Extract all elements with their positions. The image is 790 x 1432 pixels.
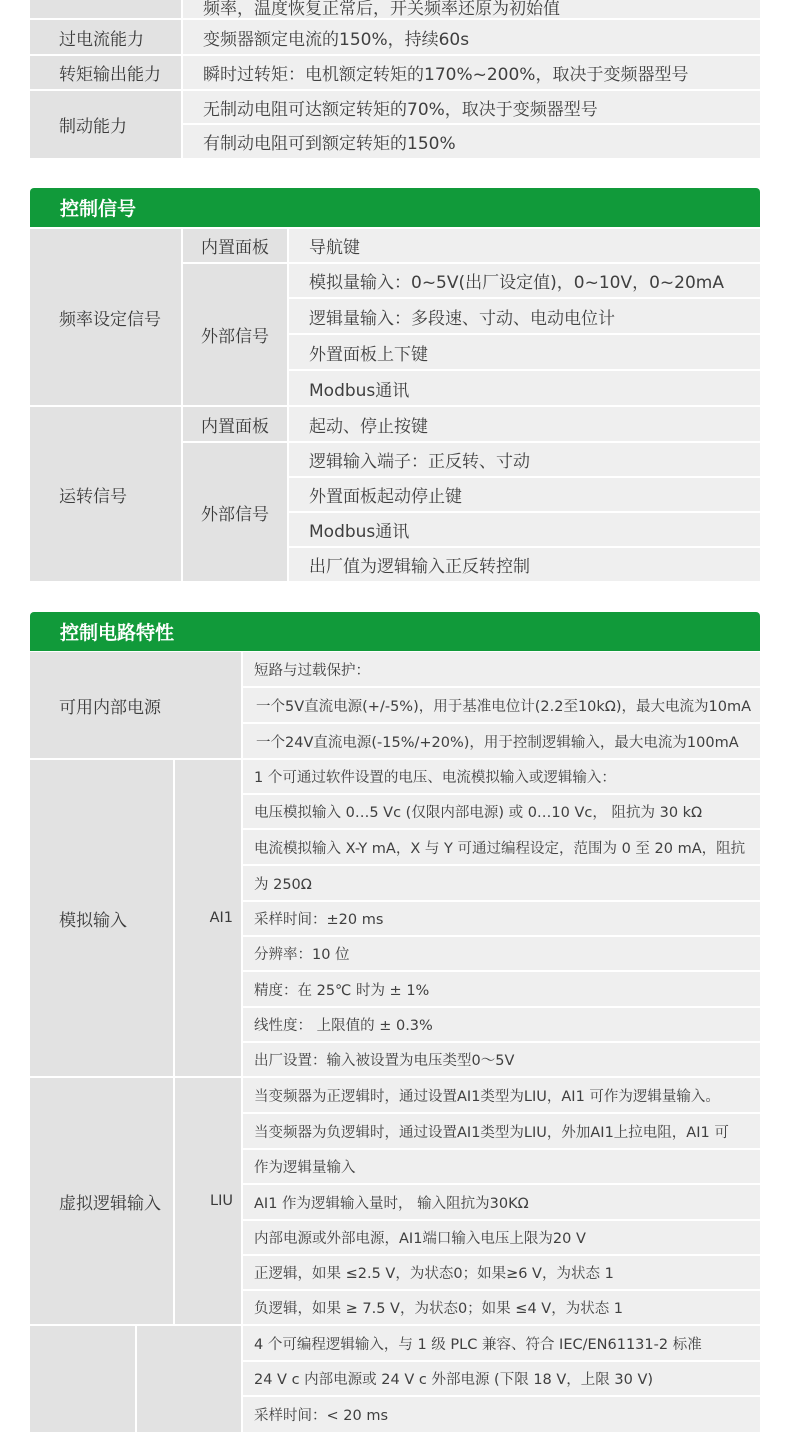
cell-braking-2: 有制动电阻可到额定转矩的150%	[183, 125, 760, 158]
sub-label-internal-panel: 内置面板	[183, 229, 287, 262]
cell-external-panel-keys: 外置面板上下键	[289, 335, 760, 369]
cell-modbus-run: Modbus通讯	[289, 513, 760, 546]
section-header-control-circuit: 控制电路特性	[30, 612, 760, 651]
group-label-frequency: 频率设定信号	[30, 229, 181, 405]
cell-virtual-3: AI1 作为逻辑输入量时， 输入阻抗为30KΩ	[243, 1185, 760, 1219]
cell-external-panel-start-stop: 外置面板起动停止键	[289, 478, 760, 511]
cell-logic-input: 逻辑量输入：多段速、寸动、电动电位计	[289, 299, 760, 333]
cell-switch-freq-note: 频率，温度恢复正常后，开关频率还原为初始值	[183, 0, 760, 18]
sub-label-external-signal: 外部信号	[183, 264, 287, 405]
cell-factory-default-run: 出厂值为逻辑输入正反转控制	[289, 548, 760, 581]
cell-logic-terminal: 逻辑输入端子：正反转、寸动	[289, 443, 760, 476]
section-header-control-signal: 控制信号	[30, 188, 760, 227]
row-label-virtual-logic: 虚拟逻辑输入	[30, 1078, 173, 1324]
cell-logic-1: 24 V c 内部电源或 24 V c 外部电源 (下限 18 V，上限 30 V)	[243, 1362, 760, 1395]
row-label-internal-power: 可用内部电源	[30, 652, 241, 758]
cell-power-protection: 短路与过载保护：	[243, 652, 760, 686]
cell-torque: 瞬时过转矩：电机额定转矩的170%~200%，取决于变频器型号	[183, 56, 760, 89]
sub-label-internal-panel-run: 内置面板	[183, 407, 287, 441]
cell-virtual-5: 正逻辑，如果 ≤2.5 V，为状态0；如果≥6 V，为状态 1	[243, 1256, 760, 1289]
cell-analog-3: 为 250Ω	[243, 866, 760, 900]
sub-label-liu: LIU	[175, 1078, 241, 1324]
cell-virtual-0: 当变频器为正逻辑时，通过设置AI1类型为LIU，AI1 可作为逻辑量输入。	[243, 1078, 760, 1112]
row-label-overcurrent: 过电流能力	[30, 20, 181, 54]
cell-analog-8: 出厂设置：输入被设置为电压类型0〜5V	[243, 1043, 760, 1076]
cell-analog-1: 电压模拟输入 0…5 Vc (仅限内部电源) 或 0…10 Vc， 阻抗为 30 kΩ	[243, 795, 760, 828]
sub-label-ai1: AI1	[175, 760, 241, 1076]
cell-analog-2: 电流模拟输入 X-Y mA，X 与 Y 可通过编程设定，范围为 0 至 20 mA，阻抗	[243, 830, 760, 864]
cell-analog-input: 模拟量输入：0~5V(出厂设定值)，0~10V，0~20mA	[289, 264, 760, 297]
sub-label-external-signal-run: 外部信号	[183, 443, 287, 581]
cell-overcurrent: 变频器额定电流的150%，持续60s	[183, 20, 760, 54]
cell-power-24v: 一个24V直流电源(-15%/+20%)，用于控制逻辑输入，最大电流为100mA	[243, 724, 760, 758]
cell-virtual-1: 当变频器为负逻辑时，通过设置AI1类型为LIU，外加AI1上拉电阻，AI1 可	[243, 1114, 760, 1148]
cell-analog-4: 采样时间：±20 ms	[243, 902, 760, 935]
row-label-analog-input: 模拟输入	[30, 760, 173, 1076]
row-label-braking: 制动能力	[30, 91, 181, 158]
cell-power-5v: 一个5V直流电源(+/-5%)，用于基准电位计(2.2至10kΩ)，最大电流为10mA	[243, 688, 760, 722]
row-label-torque: 转矩输出能力	[30, 56, 181, 89]
group-label-run: 运转信号	[30, 407, 181, 581]
cell-logic-0: 4 个可编程逻辑输入，与 1 级 PLC 兼容、符合 IEC/EN61131-2 标准	[243, 1326, 760, 1360]
cell-analog-0: 1 个可通过软件设置的电压、电流模拟输入或逻辑输入：	[243, 760, 760, 793]
cell-virtual-2: 作为逻辑量输入	[243, 1150, 760, 1183]
cell-virtual-4: 内部电源或外部电源，AI1端口输入电压上限为20 V	[243, 1221, 760, 1254]
cell-braking-1: 无制动电阻可达额定转矩的70%，取决于变频器型号	[183, 91, 760, 123]
cell-analog-6: 精度：在 25℃ 时为 ± 1%	[243, 972, 760, 1006]
cell-start-stop-keys: 起动、停止按键	[289, 407, 760, 441]
cell-modbus-freq: Modbus通讯	[289, 371, 760, 405]
cell-analog-7: 线性度： 上限值的 ± 0.3%	[243, 1008, 760, 1041]
cell-logic-2: 采样时间：< 20 ms	[243, 1397, 760, 1432]
sub-label-logic	[137, 1326, 241, 1432]
cell-analog-5: 分辨率：10 位	[243, 937, 760, 970]
row-label-blank	[30, 0, 181, 18]
cell-nav-keys: 导航键	[289, 229, 760, 262]
row-label-logic-input	[30, 1326, 135, 1432]
cell-virtual-6: 负逻辑，如果 ≥ 7.5 V，为状态0；如果 ≤4 V，为状态 1	[243, 1291, 760, 1324]
